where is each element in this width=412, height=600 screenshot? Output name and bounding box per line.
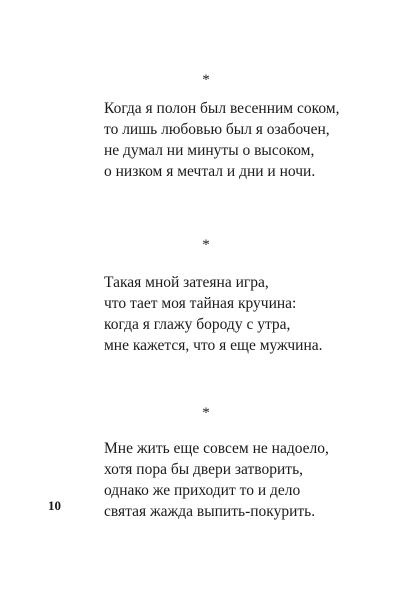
poem-2 — [104, 272, 404, 356]
poem-line: что тает моя тайная кручина: — [104, 295, 297, 312]
poem-line: однако же приходит то и дело — [104, 482, 301, 499]
stanza-separator-1: * — [202, 72, 210, 88]
stanza-separator-3: * — [202, 405, 210, 421]
poem-line: хотя пора бы двери затворить, — [104, 461, 304, 478]
stanza-separator-2: * — [202, 237, 210, 253]
poem-1 — [104, 98, 404, 182]
poem-line: Такая мной затеяна игра, — [104, 274, 269, 291]
poem-line: то лишь любовью был я озабочен, — [104, 121, 330, 138]
poem-line: святая жажда выпить-покурить. — [104, 503, 316, 520]
poem-line: когда я глажу бороду с утра, — [104, 316, 291, 333]
poem-line: о низком я мечтал и дни и ночи. — [104, 163, 316, 180]
poem-line: не думал ни минуты о высоком, — [104, 142, 315, 159]
poem-line: Мне жить еще совсем не надоело, — [104, 440, 329, 457]
poem-line: Когда я полон был весенним соком, — [104, 100, 340, 117]
poem-3 — [104, 438, 404, 522]
poem-line: мне кажется, что я еще мужчина. — [104, 337, 323, 354]
page-number: 10 — [48, 498, 61, 513]
